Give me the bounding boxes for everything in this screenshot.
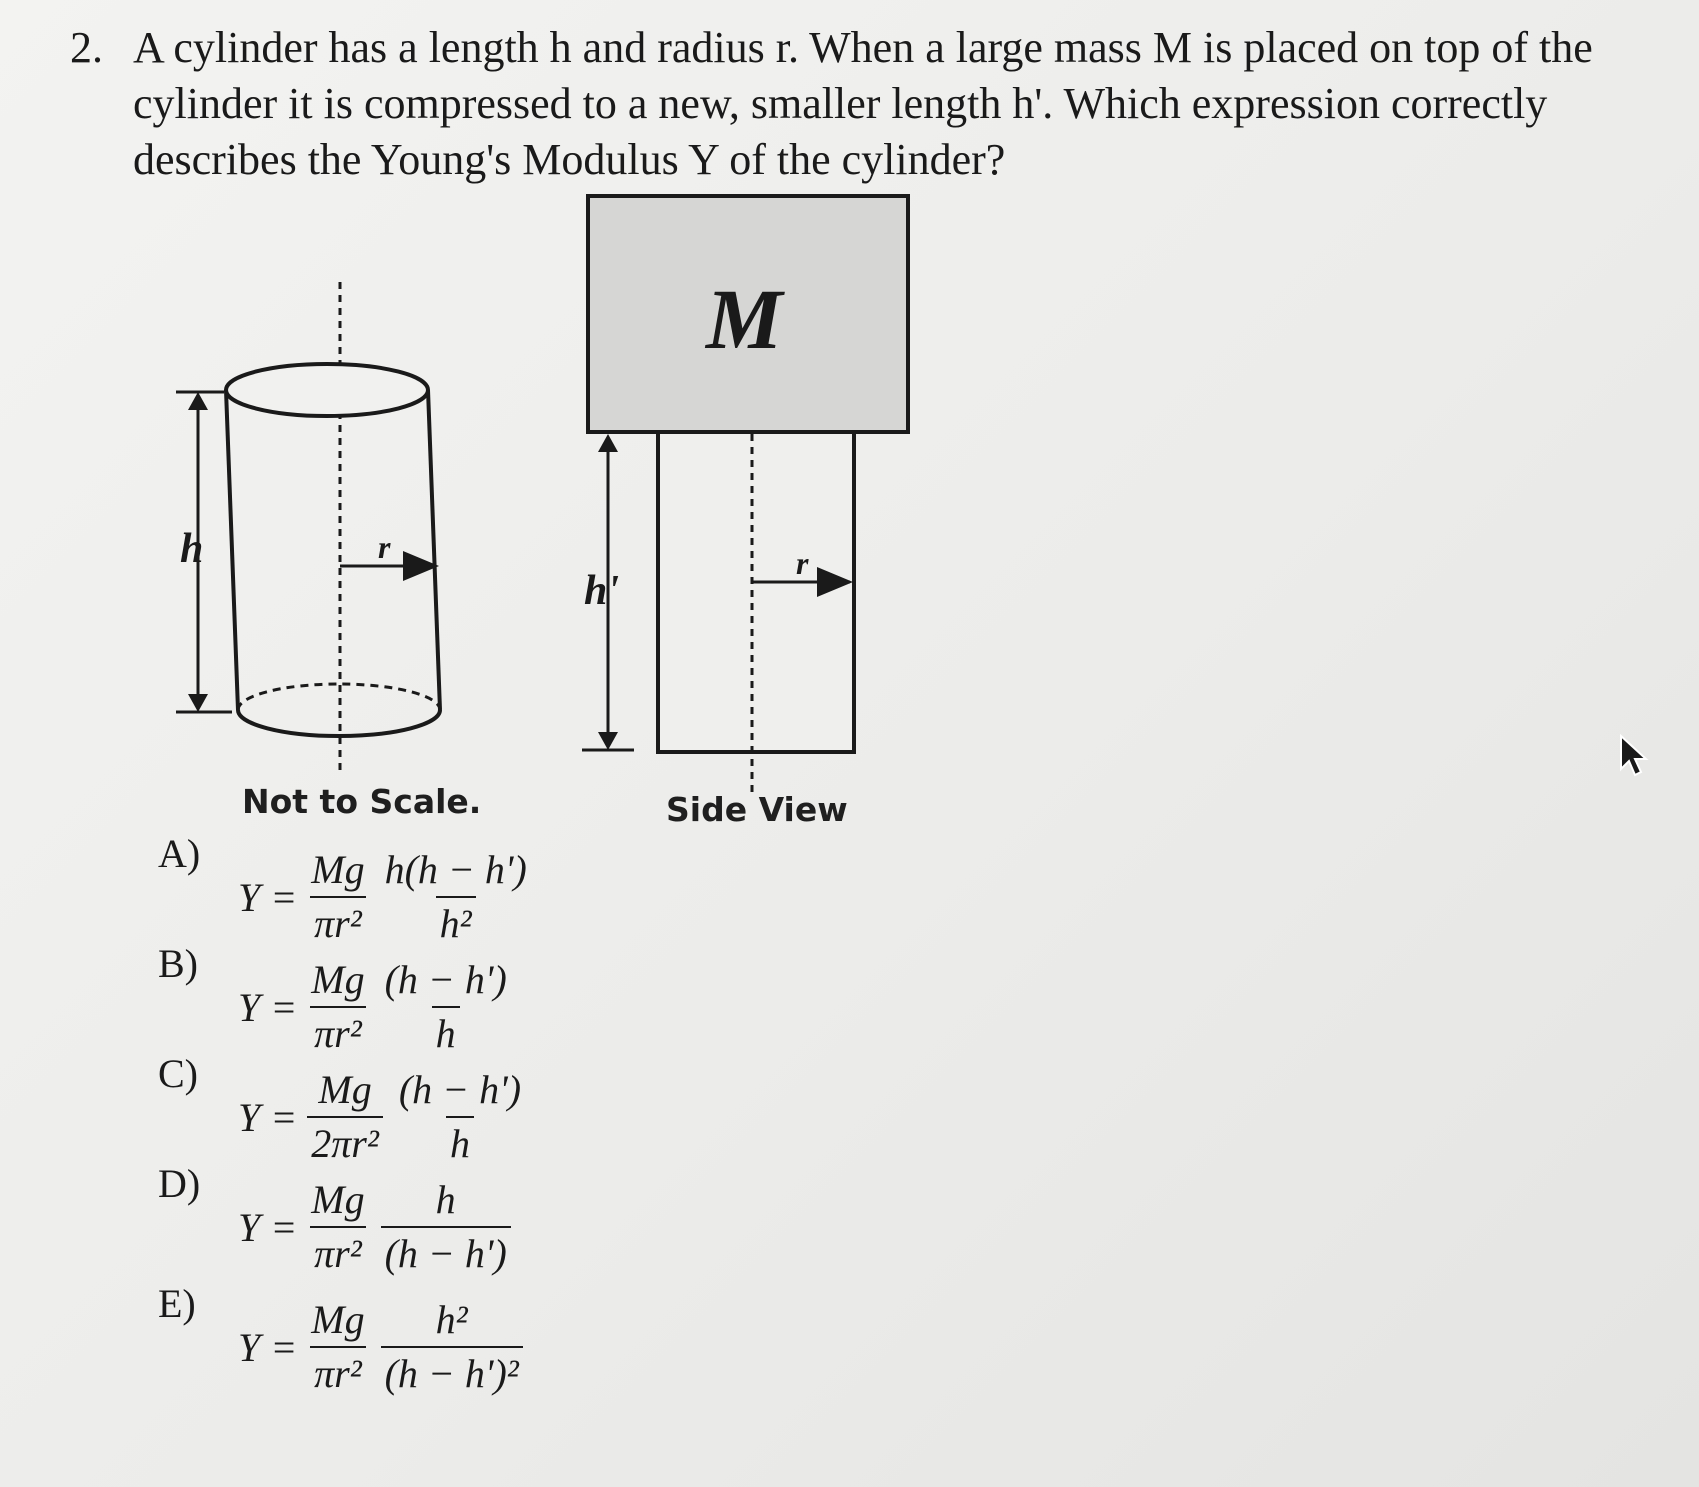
mouse-cursor-icon <box>1618 733 1652 779</box>
caption-side-view: Side View <box>666 790 848 829</box>
uncompressed-cylinder <box>176 282 440 772</box>
choice-letter: A) <box>158 831 201 876</box>
formula: Y = $\frac{Mg}{\text{πr²}}$ $\frac{\text{h²}}{\text{(h − h')²}}$ <box>238 1298 529 1396</box>
caption-not-to-scale: Not to Scale. <box>242 782 482 821</box>
height-label-h-prime: h' <box>584 568 620 614</box>
formula: Y = $\frac{Mg}{\text{πr²}}$ $\frac{h(h - h')}{\text{h²}}$ <box>238 847 527 946</box>
question-line-2: cylinder it is compressed to a new, smaller length h'. Which expression correctly <box>133 79 1548 128</box>
question-number: 2. <box>70 23 103 72</box>
choice-letter: D) <box>158 1161 201 1206</box>
formula: Y = $\frac{Mg}{\text{2πr²}}$ $\frac{(h - h')}{h}$ <box>238 1067 522 1166</box>
mass-label-m: M <box>706 271 783 367</box>
choice-d[interactable] <box>158 1160 638 1276</box>
question-line-1: A cylinder has a length h and radius r. When a large mass M is placed on top of the <box>133 23 1593 72</box>
choice-letter: C) <box>158 1051 198 1096</box>
radius-label-left: r <box>378 529 391 565</box>
choice-e[interactable] <box>158 1280 638 1396</box>
choice-letter: E) <box>158 1281 196 1326</box>
height-label-h: h <box>180 526 204 572</box>
choice-b[interactable] <box>158 940 638 1056</box>
formula: Y = $\frac{Mg}{\text{πr²}}$ $\frac{(h - h')}{h}$ <box>238 957 507 1056</box>
formula: Y = $\frac{Mg}{\text{πr²}}$ $\frac{h}{(h - h')}$ <box>238 1178 517 1276</box>
question-line-3: describes the Young's Modulus Y of the cylinder? <box>133 135 1006 184</box>
choice-letter: B) <box>158 941 198 986</box>
radius-label-right: r <box>796 545 809 581</box>
choice-a[interactable] <box>158 830 638 946</box>
choice-c[interactable] <box>158 1050 638 1166</box>
